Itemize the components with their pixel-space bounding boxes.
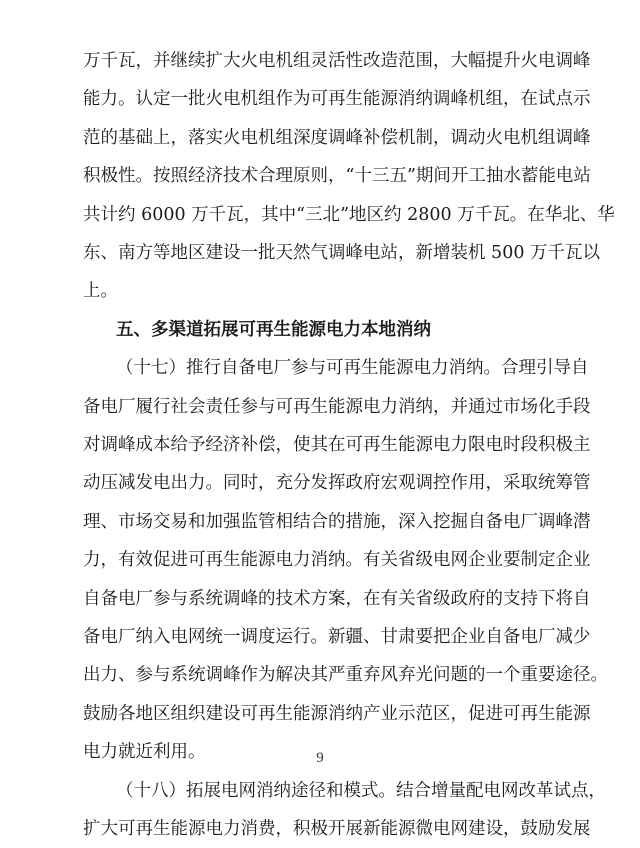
text-line: 东、南方等地区建设一批天然气调峰电站，新增装机 500 万千瓦以 — [83, 243, 601, 263]
text-line: 电力就近利用。 — [83, 742, 206, 763]
text-line: （十八）拓展电网消纳途径和模式。结合增量配电网改革试点， — [116, 780, 606, 801]
page-number: 9 — [316, 750, 324, 766]
text-line: 理、市场交易和加强监管相结合的措施，深入挖掘自备电厂调峰潜 — [83, 511, 591, 532]
text-line: 力，有效促进可再生能源电力消纳。有关省级电网企业要制定企业 — [83, 550, 591, 571]
text-line: 上。 — [83, 281, 118, 302]
text-line: 能力。认定一批火电机组作为可再生能源消纳调峰机组，在试点示 — [83, 89, 591, 110]
text-line: 鼓励各地区组织建设可再生能源消纳产业示范区，促进可再生能源 — [83, 703, 591, 724]
text-line: 积极性。按照经济技术合理原则，“十三五”期间开工抽水蓄能电站 — [83, 166, 591, 187]
text-line: 备电厂纳入电网统一调度运行。新疆、甘肃要把企业自备电厂减少 — [83, 627, 591, 647]
text-line: 万千瓦，并继续扩大火电机组灵活性改造范围，大幅提升火电调峰 — [83, 51, 591, 71]
text-line: 对调峰成本给予经济补偿，使其在可再生能源电力限电时段积极主 — [83, 435, 591, 455]
text-line: 备电厂履行社会责任参与可再生能源电力消纳，并通过市场化手段 — [83, 396, 591, 417]
section-heading: 五、多渠道拓展可再生能源电力本地消纳 — [116, 319, 431, 340]
text-line: 共计约 6000 万千瓦，其中“三北”地区约 2800 万千瓦。在华北、华 — [83, 204, 615, 225]
text-line: 自备电厂参与系统调峰的技术方案，在有关省级政府的支持下将自 — [83, 588, 591, 609]
text-line: 范的基础上，落实火电机组深度调峰补偿机制，调动火电机组调峰 — [83, 127, 591, 148]
text-line: 动压减发电出力。同时，充分发挥政府宏观调控作用，采取统筹管 — [83, 473, 591, 494]
text-line: 扩大可再生能源电力消费，积极开展新能源微电网建设，鼓励发展 — [83, 819, 591, 839]
text-line: （十七）推行自备电厂参与可再生能源电力消纳。合理引导自 — [116, 358, 589, 379]
text-line: 出力、参与系统调峰作为解决其严重弃风弃光问题的一个重要途径。 — [83, 665, 608, 686]
